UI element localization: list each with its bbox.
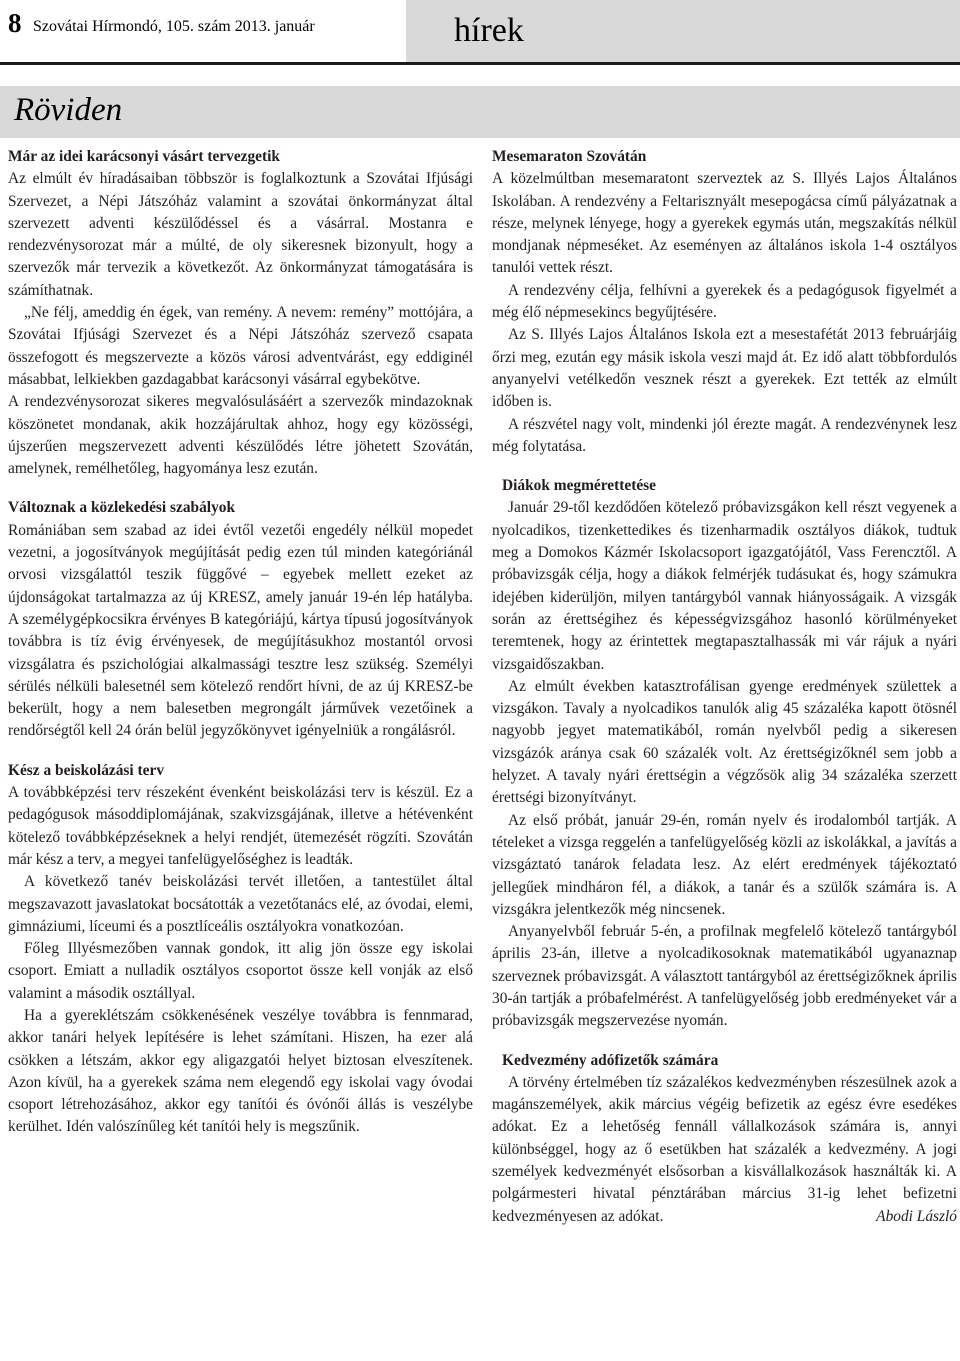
article-paragraph: A részvétel nagy volt, mindenki jól érezte magát. A rendezvénynek lesz még folytatása. <box>492 415 957 455</box>
publication-line: Szovátai Hírmondó, 105. szám 2013. január <box>33 18 315 35</box>
article-traffic-rules <box>8 497 473 742</box>
left-column <box>8 146 473 1139</box>
article-schooling-plan <box>8 760 473 1139</box>
article-title: Mesemaraton Szovátán <box>492 148 647 165</box>
article-title: Változnak a közlekedési szabályok <box>8 499 236 517</box>
section-banner <box>0 86 960 138</box>
article-paragraph: Az első próbát, január 29-én, román nyelv és irodalomból tartják. A tételeket a vizsga reggelén a tanfelügyelőség közli az iskolákkal, a javítás a vizsgáztató tanárok feladata lesz. Az elért eredmények tájékoztató jellegűek mindháron fél, a diákok, a tanár és a szülők számára is. A vizsgákra jelentkezők még nincsenek. <box>492 811 957 918</box>
article-paragraph: Romániában sem szabad az idei évtől vezetői engedély nélkül mopedet vezetni, a jogosítványok megújítását pedig ezen túl minden kategóriánál orvosi vizsgálattól teszik függővé – egyebek mellett ezeket az újdonságokat tartalmazza az új KRESZ, amely január 19-én lép hatályba. A személygépkocsikra érvényes B kategóriájú, kártya típusú jogosítványok továbbra is tíz évig érvényesek, de megújításukhoz mostantól orvosi vizsgálatra és pszichológiai alkalmassági tesztre lesz szükség. Személyi sérülés nélküli balesetnél sem kötelező rendőrt hívni, de az új KRESZ-be bekerült, hogy a nem balesetben megrongált járművek vezetőinek a rendőrségtől kell 24 órán belül jegyzőkönyvet igényelniük a rongálásról. <box>8 521 473 740</box>
article-paragraph: A továbbképzési terv részeként évenként beiskolázási terv is készül. Ez a pedagógusok másoddiplomájának, szakvizsgájának, illetve a hétévenként kötelező továbbképzéseknek a helyi rendjét, ütemezését rögzíti. Szovátán már kész a terv, a megyei tanfelügyelőséghez is leadták. <box>8 784 473 868</box>
article-paragraph: Ha a gyereklétszám csökkenésének veszélye továbbra is fennmarad, akkor tanári helyek lepítésére is lehet számítani. Hiszen, ha ezer alá csökken a létszám, akkor egy aligazgatói helyet biztosan elveszítenek. Azon kívül, ha a gyerekek száma nem elegendő egy iskolai vagy óvodai csoport létrehozásához, akkor egy tanítói és óvónői állás is veszélybe kerülhet. Idén valószínűleg két tanítói hely is megszűnik. <box>8 1006 473 1136</box>
article-paragraph: A rendezvény célja, felhívni a gyerekek és a pedagógusok figyelmét a még élő népmesekincs begyűjtésére. <box>492 281 957 322</box>
article-tax-discount <box>492 1050 957 1228</box>
article-paragraph: „Ne félj, ameddig én égek, van remény. A nevem: remény” mottójára, a Szovátai Ifjúsági Szervezet és a Népi Játszóház szervező csapata összefogott és megszervezte a közös városi adventvárást, egy eddiginél másabbat, lelkiekben gazdagabbat karácsonyi vásárral egybekötve. <box>8 304 473 388</box>
article-paragraph-text: A törvény értelmében tíz százalékos kedvezményben részesülnek azok a magánszemélyek, akik március végéig befizetik az egész évre esedékes adókat. Ez a lehetőség fennáll vállalkozások számára is, annyi különbséggel, hogy az ő esetükben hat százalék a kedvezmény. A jogi személyek kedvezményét elsősorban a kisvállalkozások használták ki. A polgármesteri hivatal pénztárában március 31-ig lehet befizetni kedvezményesen az adókat. <box>492 1073 957 1225</box>
article-title: Kész a beiskolázási terv <box>8 761 165 779</box>
page-number: 8 <box>8 8 22 38</box>
article-paragraph: A rendezvénysorozat sikeres megvalósulásáért a szervezők mindazoknak köszönetet mondanak, akik hozzájárultak ahhoz, hogy egy közösségi, újszerűen megszervezett adventi készülődés létre jöhetett Szovátán, amelynek, remélhetőleg, hagyománya lesz ezután. <box>8 393 473 478</box>
article-paragraph: Az S. Illyés Lajos Általános Iskola ezt a mesestafétát 2013 februárjáig őrzi meg, ezután egy másik iskola veszi majd át. Ez idő alatt többfordulós anyanyelvi vetélkedőn vesznek részt a gyerekek. Ezt tették az elmúlt időben is. <box>492 326 957 411</box>
banner-title: Röviden <box>14 92 123 128</box>
article-paragraph: Anyanyelvből február 5-én, a profilnak megfelelő kötelező tantárgyból április 23-án, illetve a nyolcadikosoknak matematikából ugyanaznap szerveznek próbavizsgát. A választott tantárgyból az érettségizőknek április 30-án tartják a próbafelmérést. A tanfelügyelőség jobb eredményeket vár a próbavizsgák megszervezése nyomán. <box>492 923 957 1030</box>
article-title: Már az idei karácsonyi vásárt tervezgetik <box>8 148 280 165</box>
article-tale-marathon <box>492 146 957 458</box>
page-header <box>0 0 960 62</box>
author-signature: Abodi László <box>876 1207 957 1225</box>
article-paragraph: Január 29-től kezdődően kötelező próbavizsgákon kell részt vegyenek a nyolcadikos, tizenkettedikes és tizenharmadik osztályos diákok, tudtuk meg a Domokos Kázmér Iskolacsoport igazgatójától, Vass Ferencztől. A próbavizsgák célja, hogy a diákok felmérjék tudásukat és, hogy számukra idejében kiderüljön, milyen tantárgyból vannak hiányosságaik. A vizsgák során az érettségihez és képességvizsgához hasonló körülményeket teremtenek, hogy az érintettek megtapasztalhassák mi vár rájuk a nyári vizsgaidőszakban. <box>492 499 957 673</box>
section-label: hírek <box>454 12 524 49</box>
article-christmas-market <box>8 146 473 480</box>
article-paragraph: A közelmúltban mesemaratont szerveztek az S. Illyés Lajos Általános Iskolában. A rendezvény a Feltarisznyált mesepogácsa című pályázatnak a része, melynek lényege, hogy a gyerekek egymás után, megszakítás nélkül mondjanak népmeséket. Az eseményen az általános iskola 1-4 osztályos tanulói vettek részt. <box>492 170 957 277</box>
article-title: Kedvezmény adófizetők számára <box>502 1051 719 1069</box>
article-student-exams <box>492 475 957 1032</box>
header-rule <box>0 62 960 65</box>
article-paragraph: Az elmúlt években katasztrofálisan gyenge eredmények születtek a vizsgákon. Tavaly a nyolcadikos tanulók alig 45 százaléka kapott ötösnél nagyobb jegyet matematikából, román nyelvből pedig a sikeresen vizsgázók aránya csak 60 százalék volt. Az érettségizőknél sem jobb a helyzet. A tavaly nyári érettségin a végzősök alig 34 százaléka szerzett érettségi bizonyítványt. <box>492 677 957 807</box>
article-paragraph: Főleg Illyésmezőben vannak gondok, itt alig jön össze egy iskolai csoport. Emiatt a nulladik osztályos csoportot össze kell vonják az első valamint a második osztállyal. <box>8 940 473 1002</box>
article-paragraph: Az elmúlt év híradásaiban többször is foglalkoztunk a Szovátai Ifjúsági Szervezet, a Népi Játszóház valamint a szovátai önkormányzat által szervezett adventi készülődéssel és a vásárral. Mostanra e rendezvénysorozat már a múlté, de oly sikeresnek bizonyult, hogy a szervezők már tervezik a következőt. Az önkormányzat támogatására is számíthatnak. <box>8 170 473 299</box>
right-column <box>492 146 957 1228</box>
article-title: Diákok megmérettetése <box>502 477 656 495</box>
article-paragraph <box>492 1072 957 1228</box>
article-paragraph: A következő tanév beiskolázási tervét illetően, a tantestület által megszavazott javaslatokat bocsátották a vezetőtanács elé, az óvodai, elemi, gimnáziumi, líceumi és a posztlíceális osztályokra vonatkozóan. <box>8 873 473 935</box>
